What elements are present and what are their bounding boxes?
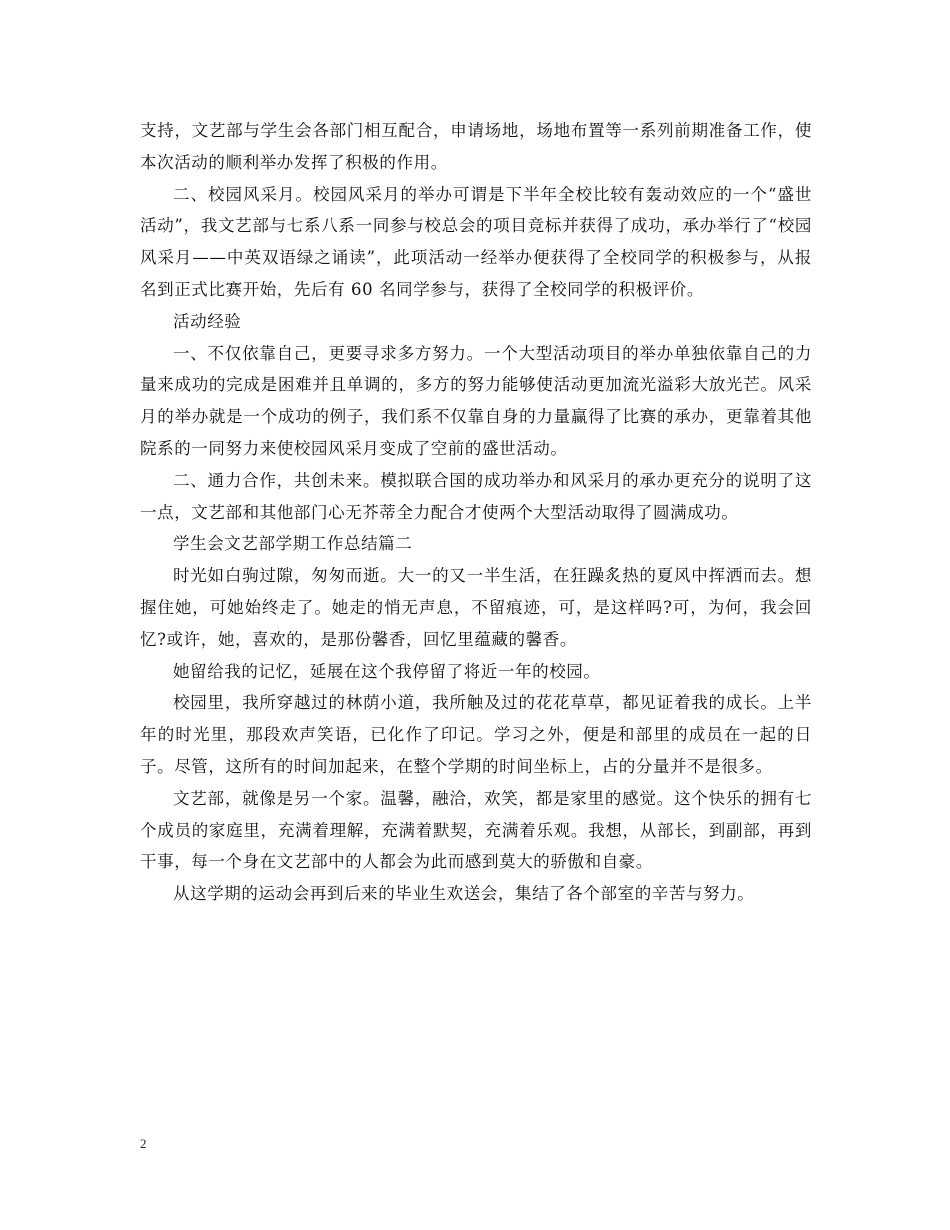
paragraph: 文艺部，就像是另一个家。温馨，融洽，欢笑，都是家里的感觉。这个快乐的拥有七个成员的家庭里，充满着理解，充满着默契，充满着乐观。我想，从部长，到副部，再到干事，每一个身在文艺部中的人都会为此而感到莫大的骄傲和自豪。 (140, 788, 812, 872)
paragraph: 二、校园风采月。校园风采月的举办可谓是下半年全校比较有轰动效应的一个“盛世活动”，我文艺部与七系八系一同参与校总会的项目竞标并获得了成功，承办举行了“校园风采月——中英双语绿之诵读”，此项活动一经举办便获得了全校同学的积极参与，从报名到正式比赛开始，先后有 60 名同学参与，获得了全校同学的积极评价。 (140, 184, 812, 299)
paragraph: 从这学期的运动会再到后来的毕业生欢送会，集结了各个部室的辛苦与努力。 (173, 884, 755, 904)
page-number: 2 (140, 1136, 147, 1151)
paragraph: 校园里，我所穿越过的林荫小道，我所触及过的花花草草，都见证着我的成长。上半年的时光里，那段欢声笑语，已化作了印记。学习之外，便是和部里的成员在一起的日子。尽管，这所有的时间加起来，在整个学期的时间坐标上，占的分量并不是很多。 (140, 693, 812, 776)
paragraph: 一、不仅依靠自己，更要寻求多方努力。一个大型活动项目的举办单独依靠自己的力量来成功的完成是困难并且单调的，多方的努力能够使活动更加流光溢彩大放光芒。风采月的举办就是一个成功的例子，我们系不仅靠自身的力量赢得了比赛的承办，更靠着其他院系的一同努力来使校园风采月变成了空前的盛世活动。 (140, 343, 812, 458)
section-heading: 学生会文艺部学期工作总结篇二 (173, 534, 413, 554)
paragraph: 支持，文艺部与学生会各部门相互配合，申请场地，场地布置等一系列前期准备工作，使本次活动的顺利举办发挥了积极的作用。 (140, 121, 812, 172)
paragraph: 二、通力合作，共创未来。模拟联合国的成功举办和风采月的承办更充分的说明了这一点，文艺部和其他部门心无芥蒂全力配合才使两个大型活动取得了圆满成功。 (140, 470, 812, 522)
section-heading: 活动经验 (173, 311, 242, 331)
body-text (140, 115, 812, 910)
paragraph: 时光如白驹过隙，匆匆而逝。大一的又一半生活，在狂躁炙热的夏风中挥洒而去。想握住她，可她始终走了。她走的悄无声息，不留痕迹，可，是这样吗?可，为何，我会回忆?或许，她，喜欢的，是那份馨香，回忆里蕴藏的馨香。 (140, 566, 812, 649)
paragraph: 她留给我的记忆，延展在这个我停留了将近一年的校园。 (173, 661, 601, 681)
